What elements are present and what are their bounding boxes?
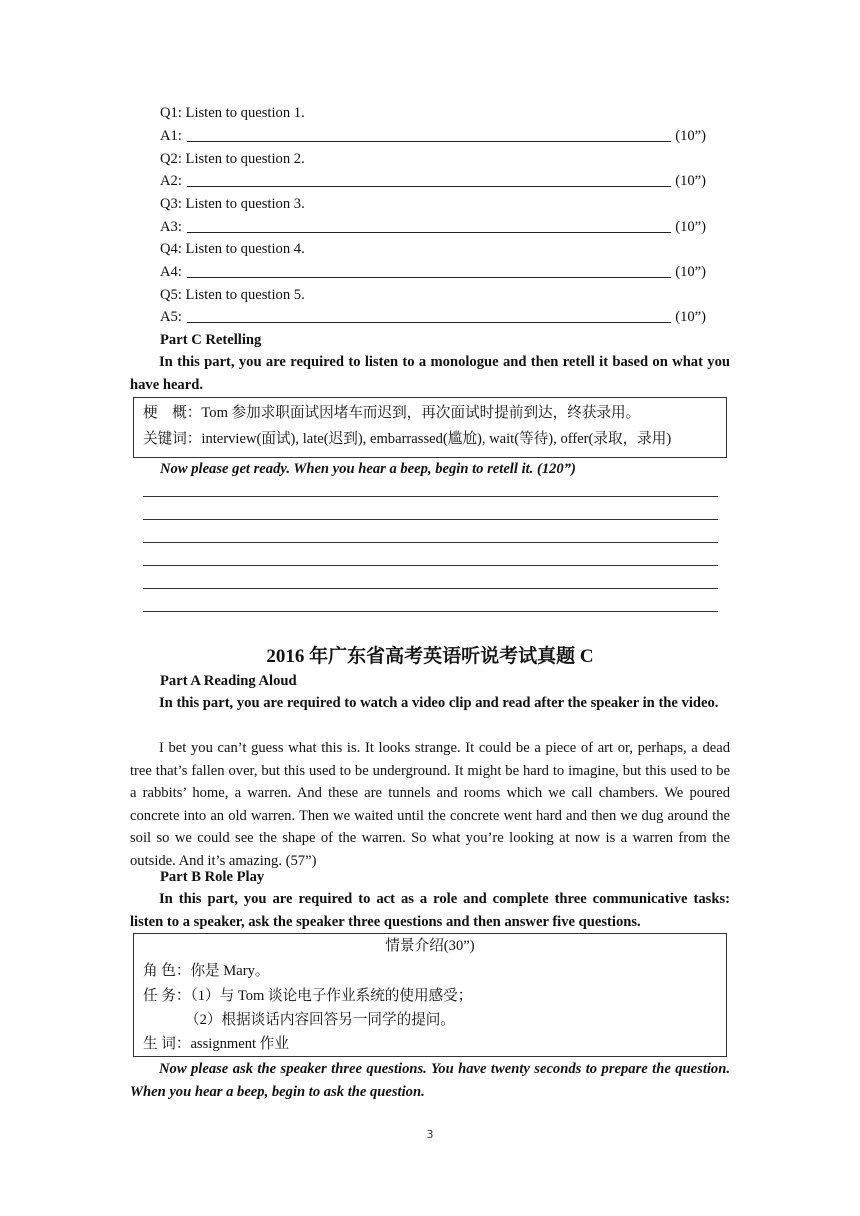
writing-line [143, 588, 718, 589]
part-c-instruction: In this part, you are required to listen to a monologue and then retell it based on what you have heard. [130, 354, 730, 393]
box-title: 情景介绍(30”) [385, 938, 475, 954]
part-c-prompt: Now please get ready. When you hear a beep, begin to retell it. (120”) [160, 461, 576, 477]
writing-line [143, 519, 718, 520]
answer-1-line [160, 127, 706, 145]
time-limit: (10”) [675, 219, 706, 235]
task-row-2: （2）根据谈话内容回答另一同学的提问。 [185, 1012, 455, 1028]
reading-passage: I bet you can’t guess what this is. It looks strange. It could be a piece of art or, perhaps, a dead tree that’s fallen over, but this used to be underground. It might be hard to imagine, but this used to be a rabbits’ home, a warren. And these are tunnels and rooms which we call chambers. We poured concrete into an old warren. Then we waited until the concrete went hard and then we dug around the soil so we could see the shape of the warren. So what you’re looking at now is a warren from the outside. And it’s amazing. (57”) [130, 740, 730, 869]
time-limit: (10”) [675, 128, 706, 144]
part-a-title: Part A Reading Aloud [160, 673, 297, 689]
task-row: 任 务：（1）与 Tom 谈论电子作业系统的使用感受； [143, 988, 473, 1004]
answer-label: A1: [160, 128, 182, 144]
section-title: 2016 年广东省高考英语听说考试真题 C [266, 646, 594, 667]
answer-2-line [160, 172, 706, 190]
time-limit: (10”) [675, 309, 706, 325]
question-3: Q3: Listen to question 3. [160, 196, 305, 212]
part-c-info-box [133, 397, 727, 458]
page-number: 3 [426, 1128, 434, 1141]
writing-line [143, 542, 718, 543]
question-2: Q2: Listen to question 2. [160, 151, 305, 167]
answer-blank [187, 322, 671, 323]
answer-blank [187, 141, 671, 142]
time-limit: (10”) [675, 173, 706, 189]
keywords-row: 关键词：interview(面试), late(迟到), embarrassed(尴尬), wait(等待), offer(录取，录用) [143, 431, 672, 447]
part-b-instruction: In this part, you are required to act as a role and complete three communicative tasks: listen to a speaker, ask the speaker three questions and then answer five questions. [130, 891, 730, 930]
answer-blank [187, 277, 671, 278]
summary-row: 梗 概：Tom 参加求职面试因堵车而迟到，再次面试时提前到达，终获录用。 [143, 405, 641, 421]
writing-line [143, 611, 718, 612]
answer-label: A2: [160, 173, 182, 189]
part-b-prompt: Now please ask the speaker three questions. You have twenty seconds to prepare the question. When you hear a beep, begin to ask the question. [130, 1061, 730, 1100]
question-5: Q5: Listen to question 5. [160, 287, 305, 303]
answer-label: A4: [160, 264, 182, 280]
question-1: Q1: Listen to question 1. [160, 105, 305, 121]
answer-4-line [160, 263, 706, 281]
writing-line [143, 565, 718, 566]
answer-blank [187, 186, 671, 187]
answer-label: A5: [160, 309, 182, 325]
part-c-title: Part C Retelling [160, 332, 262, 348]
question-4: Q4: Listen to question 4. [160, 241, 305, 257]
role-row: 角 色：你是 Mary。 [143, 963, 270, 979]
part-a-instruction: In this part, you are required to watch a video clip and read after the speaker in the video. [159, 695, 719, 711]
part-b-title: Part B Role Play [160, 869, 265, 885]
role-play-info-box [133, 933, 727, 1057]
answer-5-line [160, 308, 706, 326]
answer-label: A3: [160, 219, 182, 235]
vocab-row: 生 词：assignment 作业 [143, 1036, 289, 1052]
writing-line [143, 496, 718, 497]
time-limit: (10”) [675, 264, 706, 280]
answer-blank [187, 232, 671, 233]
answer-3-line [160, 218, 706, 236]
